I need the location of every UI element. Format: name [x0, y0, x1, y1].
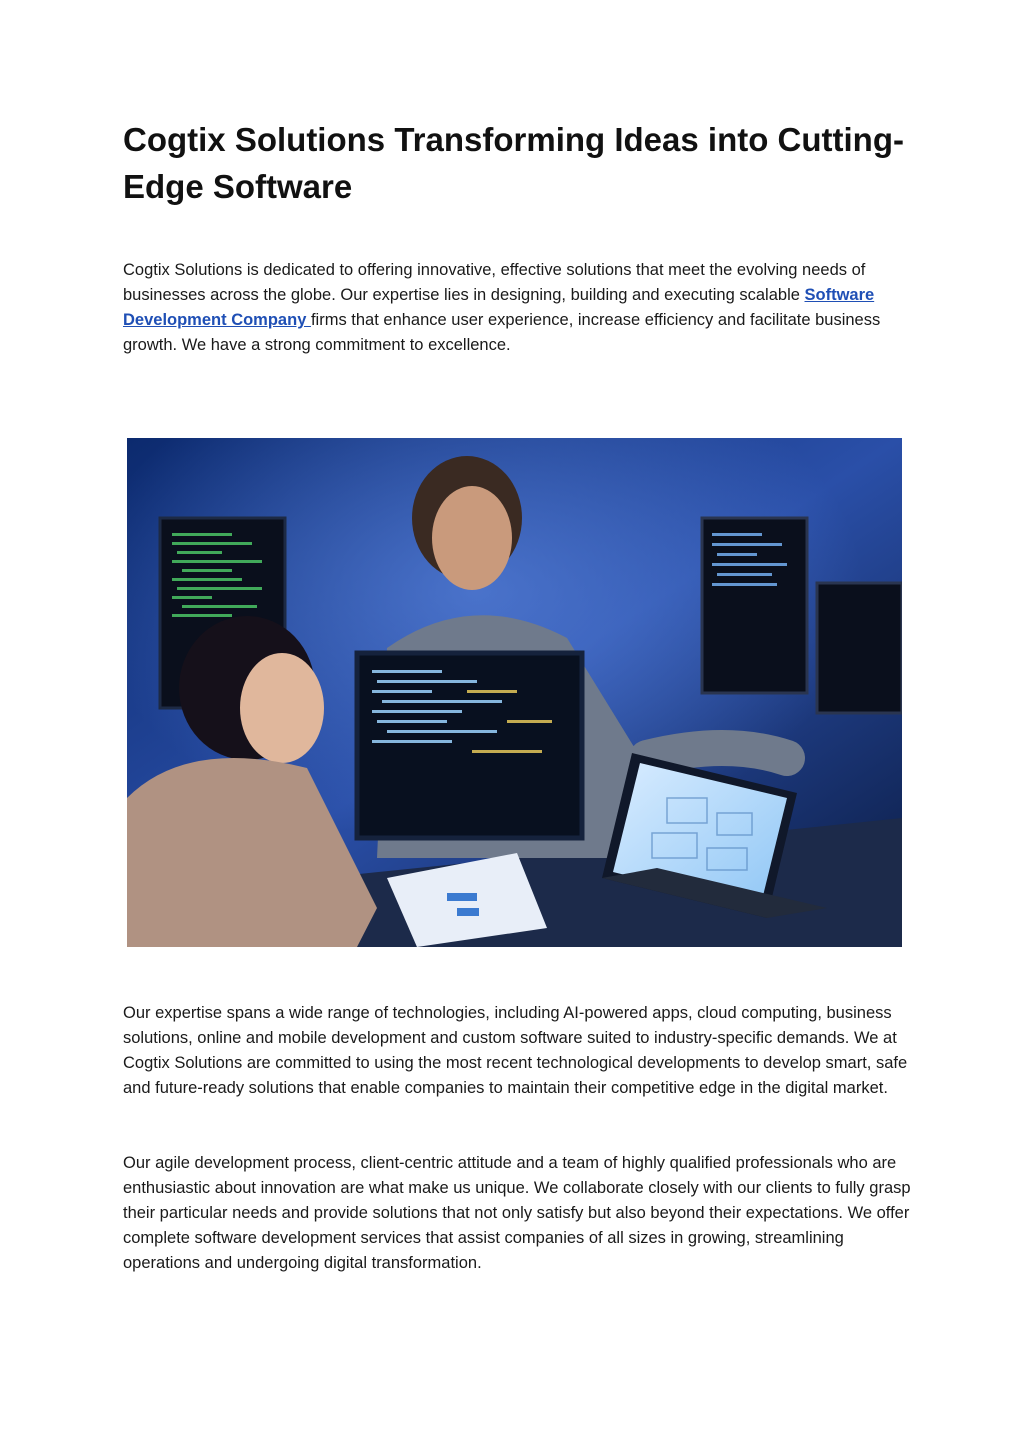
developers-photo — [127, 438, 902, 947]
intro-paragraph — [123, 258, 913, 358]
intro-text-before-link: Cogtix Solutions is dedicated to offering innovative, effective solutions that meet the evolving needs of businesses across the globe. Our expertise lies in designing, building and executing scalable — [123, 261, 866, 304]
page-title: Cogtix Solutions Transforming Ideas into Cutting- Edge Software — [123, 121, 904, 205]
process-paragraph: Our agile development process, client-centric attitude and a team of highly qualified professionals who are enthusiastic about innovation are what make us unique. We collaborate closely with our clients to fully grasp their particular needs and provide solutions that not only satisfy but also beyond their expectations. We offer complete software development services that assist companies of all sizes in growing, streamlining operations and undergoing digital transformation. — [123, 1154, 911, 1272]
expertise-paragraph: Our expertise spans a wide range of technologies, including AI-powered apps, cloud computing, business solutions, online and mobile development and custom software suited to industry-specific demands. We at Cogtix Solutions are committed to using the most recent technological developments to develop smart, safe and future-ready solutions that enable companies to maintain their competitive edge in the digital market. — [123, 1004, 908, 1097]
intro-text-after-link: firms that enhance user experience, increase efficiency and facilitate business growth. We have a strong commitment to excellence. — [123, 311, 881, 354]
software-development-company-link[interactable]: Software Development Company — [123, 286, 875, 329]
